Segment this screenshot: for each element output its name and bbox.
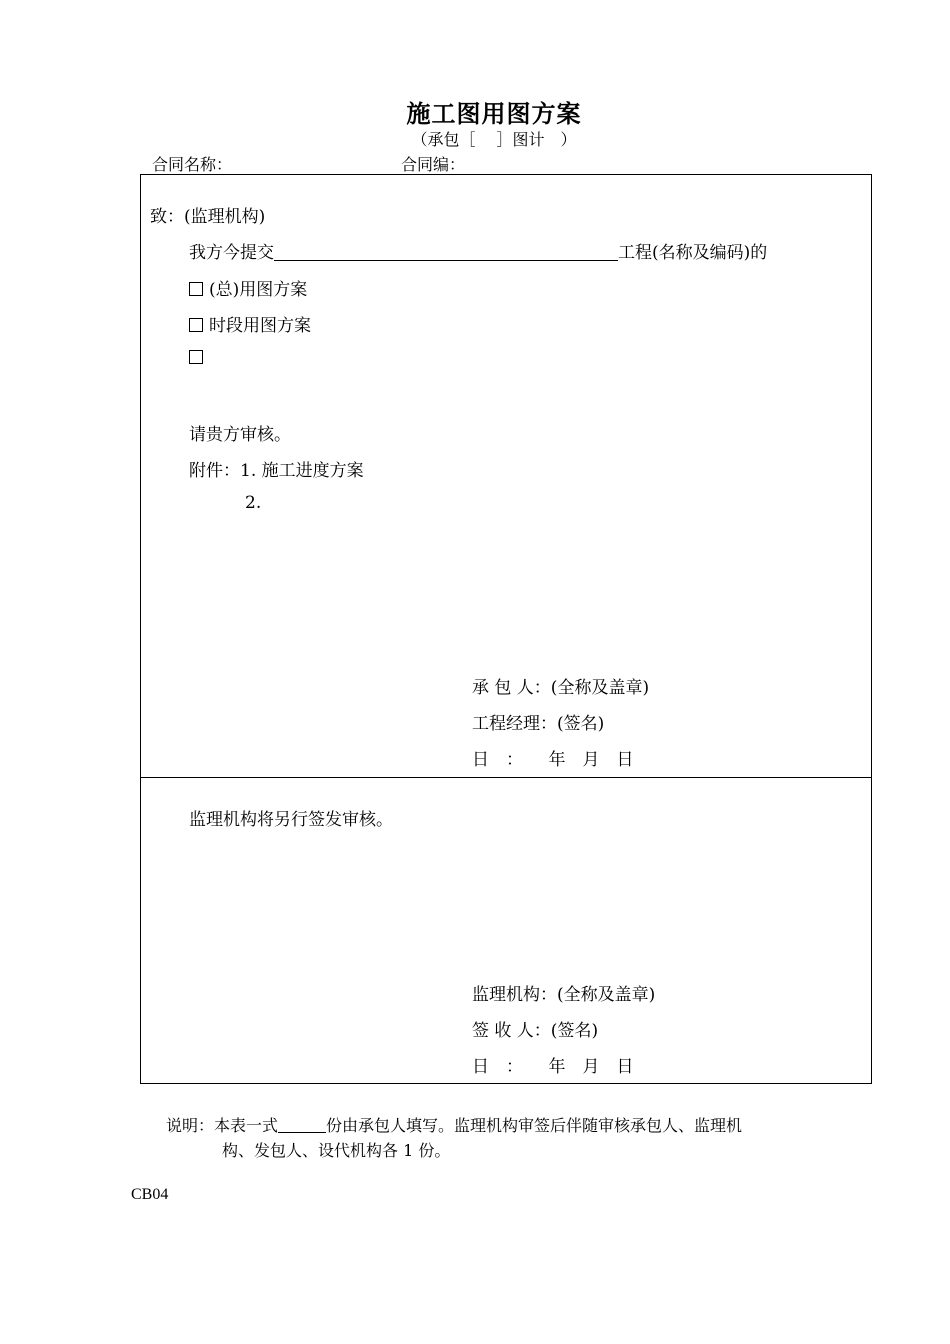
form-title: 施工图用图方案	[406, 99, 582, 128]
contract-name-label: 合同名称：	[152, 155, 233, 174]
option-general-plan[interactable]	[189, 275, 307, 300]
request-text: 请贵方审核。	[189, 425, 291, 445]
manager-label: 工程经理：(签名)	[472, 714, 605, 734]
review-date-label: 日 ： 年 月 日	[472, 1057, 634, 1077]
footer-note-line2: 构、发包人、设代机构各 1 份。	[222, 1141, 451, 1160]
project-name-blank[interactable]	[274, 244, 618, 261]
section-divider	[140, 777, 872, 778]
copies-blank[interactable]	[278, 1118, 326, 1133]
form-subtitle: （承包［ ］图计 ）	[411, 130, 577, 149]
submit-suffix: 工程(名称及编码)的	[618, 243, 768, 263]
review-statement: 监理机构将另行签发审核。	[189, 810, 393, 830]
agency-label: 监理机构：(全称及盖章)	[472, 985, 656, 1005]
option-label: (总)用图方案	[209, 280, 308, 300]
checkbox-icon[interactable]	[189, 350, 203, 364]
checkbox-icon[interactable]	[189, 282, 203, 296]
form-code: CB04	[131, 1186, 169, 1203]
contractor-label: 承 包 人：(全称及盖章)	[472, 678, 650, 698]
footer-note-line1	[166, 1113, 742, 1136]
option-other[interactable]	[189, 348, 209, 368]
attachment-2: 2.	[245, 493, 262, 513]
option-period-plan[interactable]	[189, 311, 311, 336]
option-label: 时段用图方案	[209, 316, 311, 336]
note-prefix: 说明：本表一式	[166, 1116, 279, 1135]
contract-no-label: 合同编：	[401, 155, 466, 174]
note-suffix: 份由承包人填写。监理机构审签后伴随审核承包人、监理机	[326, 1116, 743, 1135]
submit-line	[189, 238, 767, 263]
application-date-label: 日 ： 年 月 日	[472, 750, 634, 770]
attachment-1: 附件：1. 施工进度方案	[189, 461, 364, 481]
submit-prefix: 我方今提交	[189, 243, 274, 263]
addressee-line: 致：(监理机构)	[150, 207, 266, 227]
receiver-label: 签 收 人：(签名)	[472, 1021, 599, 1041]
checkbox-icon[interactable]	[189, 318, 203, 332]
